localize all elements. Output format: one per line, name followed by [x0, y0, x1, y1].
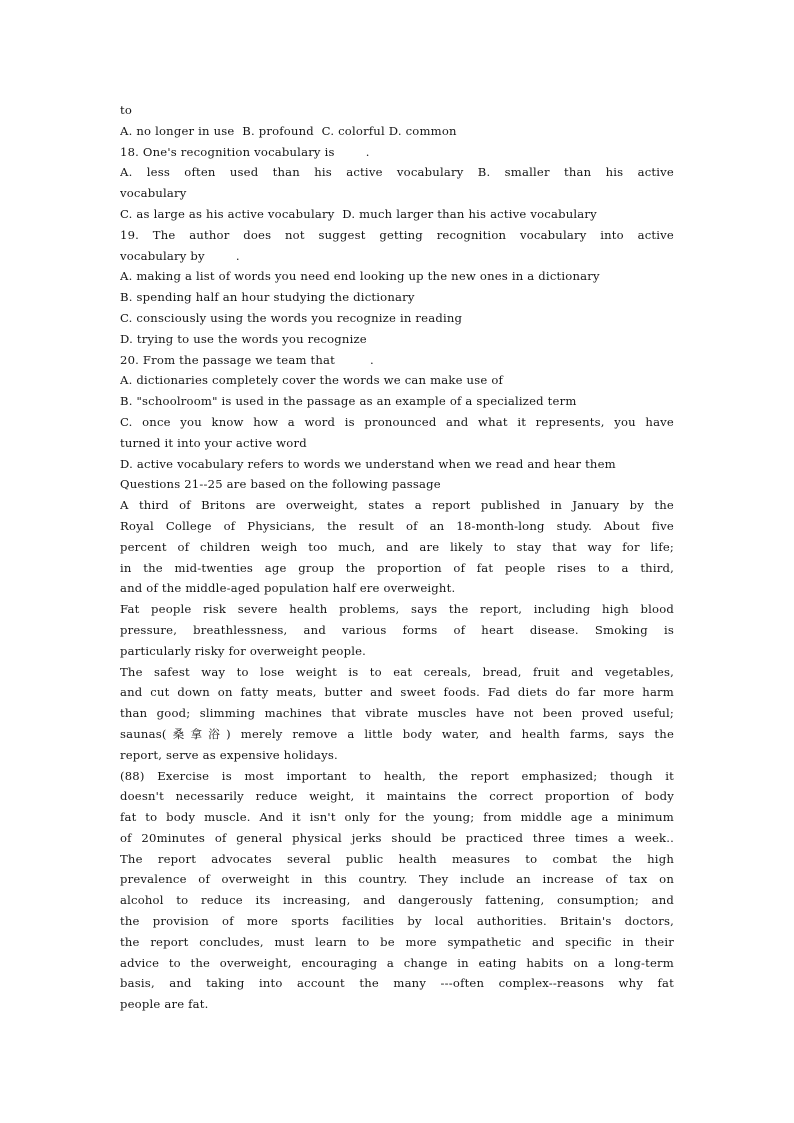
question-20-option-b: B. "schoolroom" is used in the passage as an example of a specialized term	[120, 394, 577, 409]
question-19-option-d: D. trying to use the words you recognize	[120, 331, 367, 346]
text-line: vocabulary	[120, 186, 187, 201]
passage-line: of 20minutes of general physical jerks should be practiced three times a week..	[120, 830, 674, 845]
passage-line: Royal College of Physicians, the result of an 18-month-long study. About five	[120, 518, 674, 533]
passage-line: doesn't necessarily reduce weight, it maintains the correct proportion of body	[120, 789, 674, 804]
question-18-options-a-b: A. less often used than his active vocabulary B. smaller than his active	[120, 165, 674, 180]
text-line: vocabulary by .	[120, 248, 240, 263]
question-20-option-d: D. active vocabulary refers to words we understand when we read and hear them	[120, 456, 616, 471]
passage-line: the report concludes, must learn to be more sympathetic and specific in their	[120, 934, 674, 949]
question-20-option-c: C. once you know how a word is pronounced and what it represents, you have	[120, 414, 674, 429]
question-19-option-a: A. making a list of words you need end looking up the new ones in a dictionary	[120, 269, 600, 284]
question-19-stem: 19. The author does not suggest getting recognition vocabulary into active	[120, 227, 674, 242]
passage-line: report, serve as expensive holidays.	[120, 747, 338, 762]
passage-line: A third of Britons are overweight, states a report published in January by the	[120, 498, 674, 513]
passage-line: particularly risky for overweight people.	[120, 643, 367, 658]
passage-line: prevalence of overweight in this country. They include an increase of tax on	[120, 872, 674, 887]
passage-line: The safest way to lose weight is to eat cereals, bread, fruit and vegetables,	[120, 664, 674, 679]
question-20-option-a: A. dictionaries completely cover the words we can make use of	[120, 373, 503, 388]
section-heading: Questions 21--25 are based on the following passage	[120, 477, 441, 492]
question-19-option-b: B. spending half an hour studying the dictionary	[120, 290, 415, 305]
passage-line: than good; slimming machines that vibrate muscles have not been proved useful;	[120, 706, 674, 721]
text-line: to	[120, 103, 133, 117]
passage-line: saunas(桑拿浴) merely remove a little body water, and health farms, says the	[120, 726, 674, 741]
passage-line: and cut down on fatty meats, butter and sweet foods. Fad diets do far more harm	[120, 685, 674, 700]
passage-line: the provision of more sports facilities by local authorities. Britain's doctors,	[120, 914, 674, 929]
passage-line: The report advocates several public health measures to combat the high	[120, 851, 674, 866]
question-18-options-c-d: C. as large as his active vocabulary D. much larger than his active vocabulary	[120, 206, 597, 221]
passage-line: fat to body muscle. And it isn't only for the young; from middle age a minimum	[120, 810, 674, 825]
passage-line: in the mid-twenties age group the proportion of fat people rises to a third,	[120, 560, 674, 575]
passage-line: people are fat.	[120, 997, 209, 1012]
question-20-stem: 20. From the passage we team that .	[120, 352, 374, 367]
question-19-option-c: C. consciously using the words you recognize in reading	[120, 310, 463, 325]
text-line: turned it into your active word	[120, 435, 307, 450]
passage-line: Fat people risk severe health problems, says the report, including high blood	[120, 602, 674, 617]
passage-line: basis, and taking into account the many ---often complex--reasons why fat	[120, 976, 674, 991]
question-18-stem: 18. One's recognition vocabulary is .	[120, 144, 370, 159]
passage-line: percent of children weigh too much, and are likely to stay that way for life;	[120, 539, 674, 554]
passage-line: and of the middle-aged population half ere overweight.	[120, 581, 456, 596]
passage-line: alcohol to reduce its increasing, and dangerously fattening, consumption; and	[120, 893, 674, 908]
passage-line: advice to the overweight, encouraging a change in eating habits on a long-term	[120, 955, 674, 970]
question-17-options: A. no longer in use B. profound C. colorful D. common	[120, 123, 457, 138]
document-body	[120, 100, 674, 1015]
passage-line: pressure, breathlessness, and various forms of heart disease. Smoking is	[120, 622, 674, 637]
passage-line: (88) Exercise is most important to health, the report emphasized; though it	[120, 768, 674, 783]
